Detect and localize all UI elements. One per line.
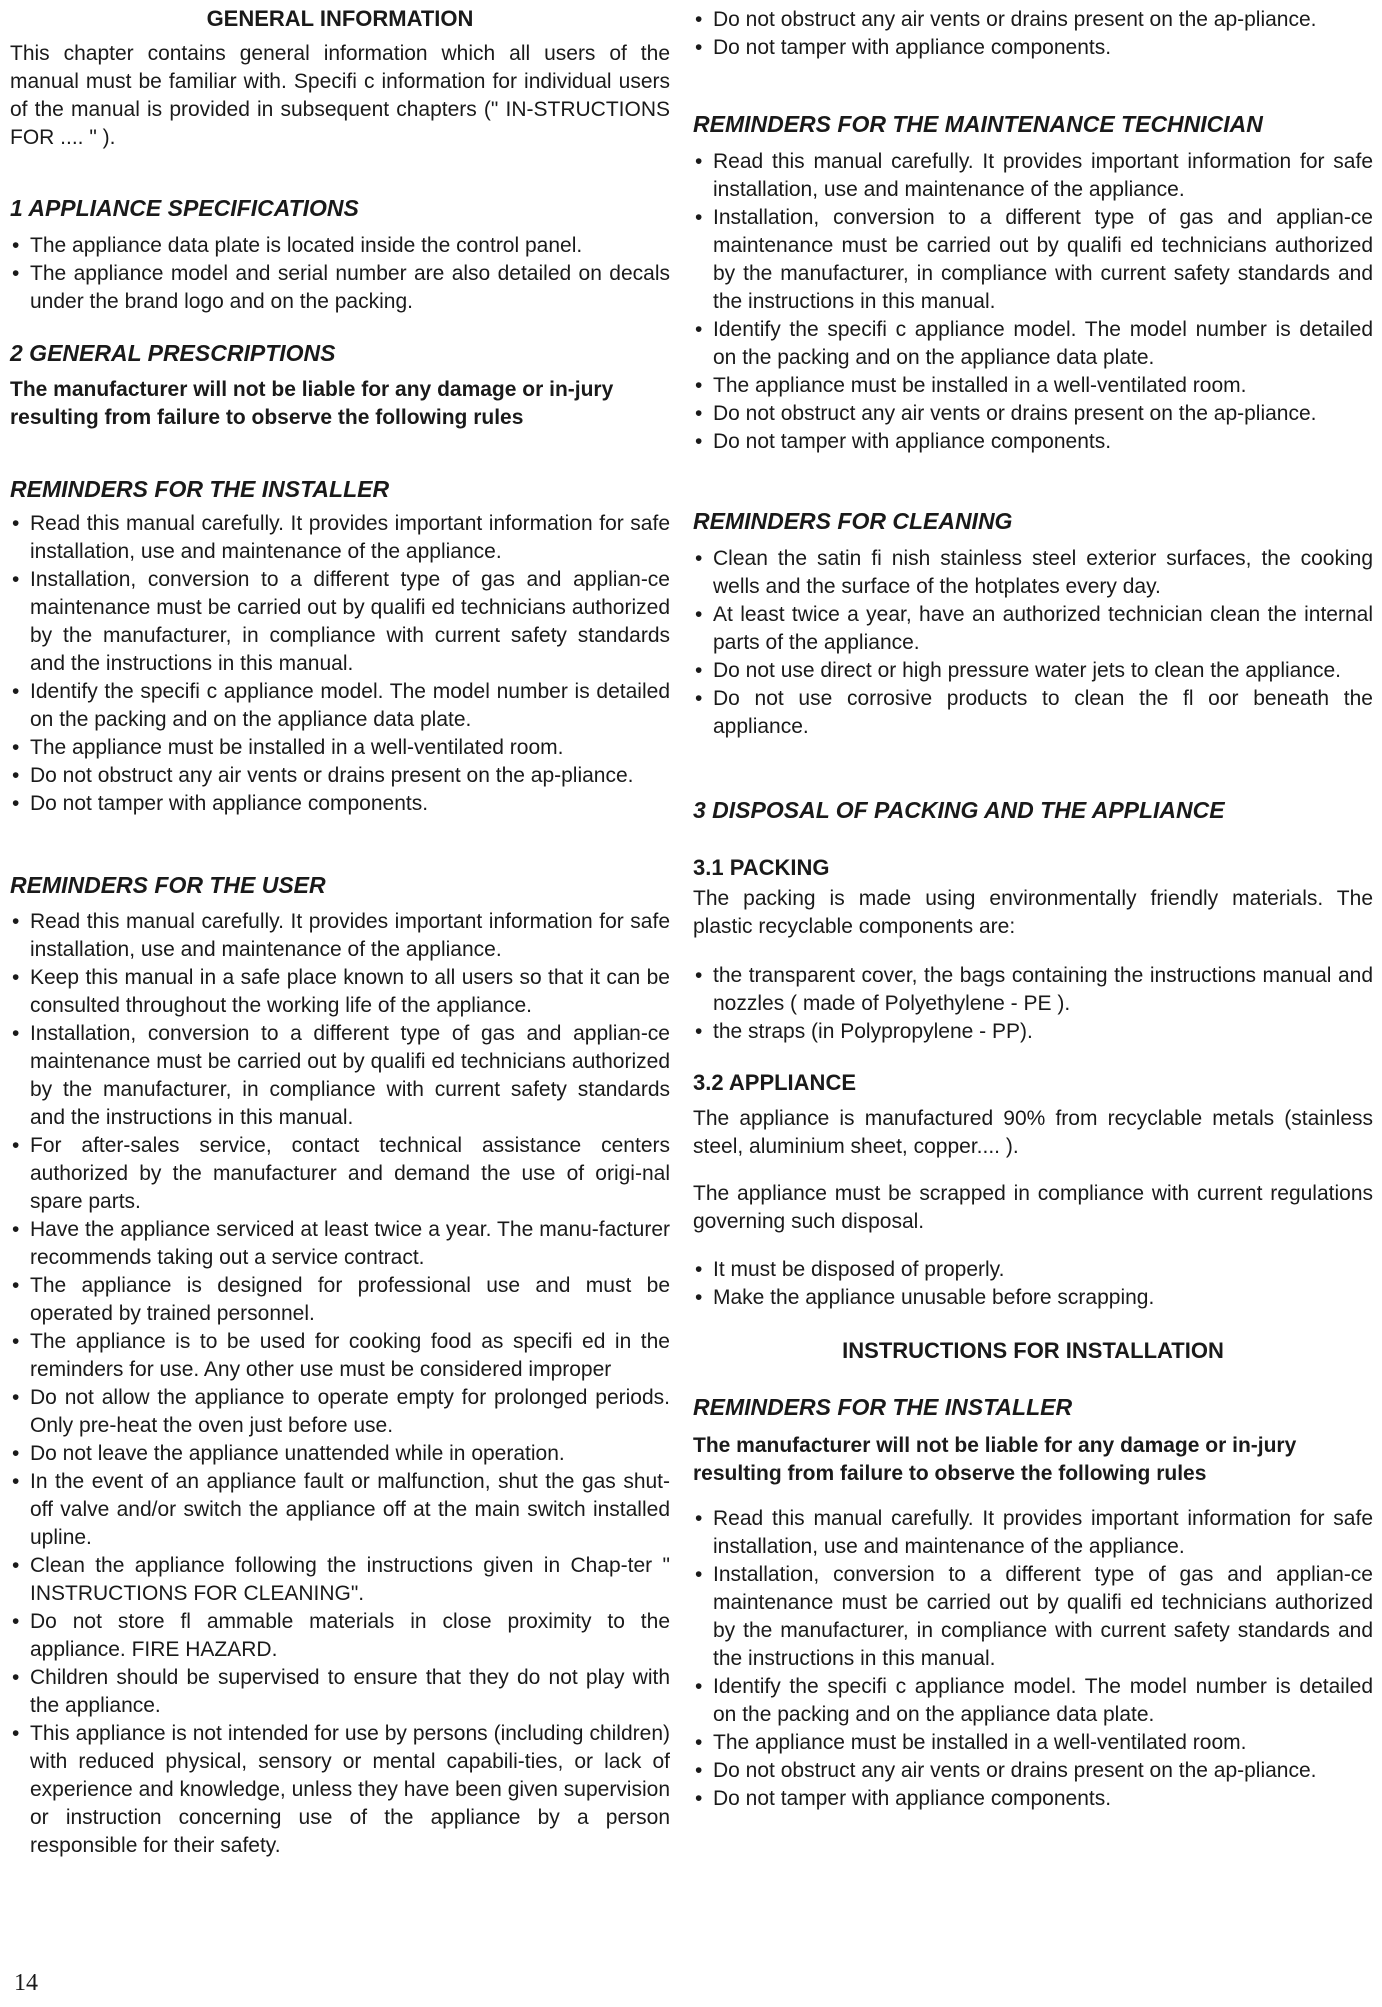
installer-reminders-heading: REMINDERS FOR THE INSTALLER — [10, 476, 390, 502]
bullet-icon: • — [695, 1759, 703, 1782]
installation-reminders-heading: REMINDERS FOR THE INSTALLER — [693, 1394, 1073, 1420]
list-item — [693, 962, 1373, 1018]
packing-text: The packing is made using environmentally friendly materials. The plastic recyclable components are: — [693, 887, 1373, 938]
list-item — [693, 148, 1373, 204]
list-item — [693, 6, 1373, 34]
list-item-text: Read this manual carefully. It provides important information for safe installation, use and maintenance of the appliance. — [30, 512, 670, 563]
list-item — [10, 1272, 670, 1328]
bullet-icon: • — [695, 206, 703, 229]
list-item — [693, 1284, 1373, 1312]
bullet-icon: • — [695, 1286, 703, 1309]
packing-heading: 3.1 PACKING — [693, 855, 830, 880]
list-item — [693, 204, 1373, 316]
bullet-icon: • — [695, 603, 703, 626]
bullet-icon: • — [12, 1666, 20, 1689]
specifications-list — [10, 232, 670, 316]
list-item-text: Installation, conversion to a different type of gas and applian-ce maintenance must be carried out by qualifi ed technicians authorized by the manufacturer, in compliance with current safety standards and the instructions in this manual. — [30, 568, 670, 675]
list-item-text: Keep this manual in a safe place known to all users so that it can be consulted throughout the working life of the appliance. — [30, 966, 670, 1017]
list-item — [693, 601, 1373, 657]
liability-notice: The manufacturer will not be liable for any damage or in-jury resulting from failure to observe the following rules — [10, 378, 614, 429]
bullet-icon: • — [695, 430, 703, 453]
list-item — [10, 566, 670, 678]
list-item — [10, 1440, 670, 1468]
list-item-text: The appliance data plate is located inside the control panel. — [30, 234, 583, 257]
list-item — [10, 1552, 670, 1608]
list-item — [693, 400, 1373, 428]
list-item — [693, 372, 1373, 400]
bullet-icon: • — [12, 910, 20, 933]
list-item-text: The appliance is to be used for cooking food as specifi ed in the reminders for use. Any other use must be considered improper — [30, 1330, 670, 1381]
bullet-icon: • — [12, 1610, 20, 1633]
list-item-text: Identify the specifi c appliance model. The model number is detailed on the packing and on the appliance data plate. — [713, 1675, 1373, 1726]
bullet-icon: • — [12, 512, 20, 535]
list-item — [10, 1664, 670, 1720]
bullet-icon: • — [12, 1442, 20, 1465]
user-reminders-list — [10, 908, 670, 1860]
list-item — [693, 1505, 1373, 1561]
bullet-icon: • — [695, 150, 703, 173]
list-item-text: Make the appliance unusable before scrapping. — [713, 1286, 1155, 1309]
bullet-icon: • — [695, 1675, 703, 1698]
appliance-heading: 3.2 APPLIANCE — [693, 1070, 857, 1095]
list-item-text: Do not tamper with appliance components. — [713, 36, 1112, 59]
list-item — [10, 908, 670, 964]
bullet-icon: • — [695, 1020, 703, 1043]
appliance-list — [693, 1256, 1373, 1312]
list-item — [693, 1018, 1373, 1046]
list-item-text: The appliance is designed for professional use and must be operated by trained personnel. — [30, 1274, 670, 1325]
list-item-text: the straps (in Polypropylene - PP). — [713, 1020, 1033, 1043]
appliance-specifications-heading: 1 APPLIANCE SPECIFICATIONS — [10, 195, 359, 221]
list-item — [10, 1216, 670, 1272]
list-item — [693, 1785, 1373, 1813]
list-item-text: Identify the specifi c appliance model. The model number is detailed on the packing and on the appliance data plate. — [30, 680, 670, 731]
bullet-icon: • — [12, 792, 20, 815]
bullet-icon: • — [12, 262, 20, 285]
bullet-icon: • — [695, 687, 703, 710]
list-item — [693, 1757, 1373, 1785]
list-item-text: At least twice a year, have an authorized technician clean the internal parts of the appliance. — [713, 603, 1373, 654]
list-item — [10, 734, 670, 762]
general-information-heading: GENERAL INFORMATION — [206, 6, 474, 31]
list-item-text: Do not obstruct any air vents or drains present on the ap-pliance. — [713, 402, 1317, 425]
bullet-icon: • — [12, 568, 20, 591]
bullet-icon: • — [12, 234, 20, 257]
bullet-icon: • — [695, 1787, 703, 1810]
list-item — [10, 678, 670, 734]
bullet-icon: • — [695, 36, 703, 59]
list-item-text: Installation, conversion to a different type of gas and applian-ce maintenance must be carried out by qualifi ed technicians authorized by the manufacturer, in compliance with current safety standards and the instructions in this manual. — [30, 1022, 670, 1129]
list-item — [693, 428, 1373, 456]
list-item-text: Have the appliance serviced at least twice a year. The manu-facturer recommends taking out a service contract. — [30, 1218, 670, 1269]
installation-liability-notice: The manufacturer will not be liable for any damage or in-jury resulting from failure to observe the following rules — [693, 1434, 1297, 1485]
list-item — [10, 1132, 670, 1216]
bullet-icon: • — [12, 1386, 20, 1409]
list-item-text: Do not store fl ammable materials in close proximity to the appliance. FIRE HAZARD. — [30, 1610, 670, 1661]
installer-reminders-list — [10, 510, 670, 818]
bullet-icon: • — [12, 1218, 20, 1241]
list-item-text: Do not leave the appliance unattended while in operation. — [30, 1442, 565, 1465]
maintenance-reminders-heading: REMINDERS FOR THE MAINTENANCE TECHNICIAN — [693, 111, 1263, 137]
list-item — [10, 790, 670, 818]
appliance-text-2: The appliance must be scrapped in compliance with current regulations governing such disposal. — [693, 1182, 1373, 1233]
list-item — [693, 657, 1373, 685]
list-item-text: The appliance must be installed in a well-ventilated room. — [713, 1731, 1247, 1754]
disposal-heading: 3 DISPOSAL OF PACKING AND THE APPLIANCE — [693, 797, 1225, 823]
general-prescriptions-heading: 2 GENERAL PRESCRIPTIONS — [10, 340, 336, 366]
page-number: 14 — [14, 1970, 38, 1996]
bullet-icon: • — [12, 1470, 20, 1493]
list-item-text: In the event of an appliance fault or malfunction, shut the gas shut-off valve and/or switch the appliance off at the main switch installed upline. — [30, 1470, 670, 1549]
list-item — [10, 964, 670, 1020]
list-item-text: Identify the specifi c appliance model. The model number is detailed on the packing and on the appliance data plate. — [713, 318, 1373, 369]
list-item-text: Clean the appliance following the instructions given in Chap-ter " INSTRUCTIONS FOR CLEANING". — [30, 1554, 670, 1605]
bullet-icon: • — [695, 1507, 703, 1530]
list-item — [10, 762, 670, 790]
list-item — [693, 1673, 1373, 1729]
list-item — [10, 232, 670, 260]
list-item-text: Installation, conversion to a different type of gas and applian-ce maintenance must be carried out by qualifi ed technicians authorized by the manufacturer, in compliance with current safety standards and the instructions in this manual. — [713, 206, 1373, 313]
list-item — [10, 1328, 670, 1384]
list-item-text: Do not use direct or high pressure water jets to clean the appliance. — [713, 659, 1342, 682]
list-item — [693, 1561, 1373, 1673]
list-item-text: Read this manual carefully. It provides important information for safe installation, use and maintenance of the appliance. — [713, 1507, 1373, 1558]
list-item — [10, 1020, 670, 1132]
list-item — [10, 260, 670, 316]
bullet-icon: • — [12, 1330, 20, 1353]
bullet-icon: • — [12, 736, 20, 759]
general-information-text: This chapter contains general information which all users of the manual must be familiar with. Specifi c information for individual users of the manual is provided in subsequent chapters (" IN-STRUCTIONS FOR .... " ). — [10, 42, 670, 149]
list-item-text: The appliance must be installed in a well-ventilated room. — [713, 374, 1247, 397]
list-item — [693, 1729, 1373, 1757]
bullet-icon: • — [12, 1274, 20, 1297]
bullet-icon: • — [695, 1258, 703, 1281]
list-item-text: the transparent cover, the bags containing the instructions manual and nozzles ( made of Polyethylene - PE ). — [713, 964, 1373, 1015]
bullet-icon: • — [695, 1731, 703, 1754]
list-item-text: The appliance must be installed in a well-ventilated room. — [30, 736, 564, 759]
list-item-text: Read this manual carefully. It provides important information for safe installation, use and maintenance of the appliance. — [30, 910, 670, 961]
bullet-icon: • — [695, 402, 703, 425]
bullet-icon: • — [12, 1722, 20, 1745]
list-item-text: Do not tamper with appliance components. — [713, 430, 1112, 453]
list-item-text: It must be disposed of properly. — [713, 1258, 1005, 1281]
bullet-icon: • — [12, 1022, 20, 1045]
list-item-text: Do not allow the appliance to operate empty for prolonged periods. Only pre-heat the oven just before use. — [30, 1386, 670, 1437]
bullet-icon: • — [695, 659, 703, 682]
list-item — [693, 34, 1373, 62]
bullet-icon: • — [695, 8, 703, 31]
cleaning-reminders-heading: REMINDERS FOR CLEANING — [693, 508, 1013, 534]
bullet-icon: • — [12, 1134, 20, 1157]
list-item-text: Do not use corrosive products to clean the fl oor beneath the appliance. — [713, 687, 1373, 738]
installation-reminders-list — [693, 1505, 1373, 1813]
bullet-icon: • — [695, 1563, 703, 1586]
list-item — [693, 545, 1373, 601]
list-item-text: This appliance is not intended for use by persons (including children) with reduced physical, sensory or mental capabili-ties, or lack of experience and knowledge, unless they have been given supervision or instruction concerning use of the appliance by a person responsible for their safety. — [30, 1722, 670, 1857]
list-item — [693, 685, 1373, 741]
list-item — [10, 1468, 670, 1552]
list-item-text: For after-sales service, contact technical assistance centers authorized by the manufacturer and demand the use of origi-nal spare parts. — [30, 1134, 670, 1213]
bullet-icon: • — [12, 764, 20, 787]
list-item-text: Read this manual carefully. It provides important information for safe installation, use and maintenance of the appliance. — [713, 150, 1373, 201]
appliance-text-1: The appliance is manufactured 90% from recyclable metals (stainless steel, aluminium sheet, copper.... ). — [693, 1107, 1373, 1158]
list-item-text: Do not obstruct any air vents or drains present on the ap-pliance. — [713, 1759, 1317, 1782]
list-item — [10, 1608, 670, 1664]
maintenance-reminders-list — [693, 148, 1373, 456]
list-item — [10, 510, 670, 566]
list-item-text: Do not obstruct any air vents or drains present on the ap-pliance. — [713, 8, 1317, 31]
bullet-icon: • — [695, 374, 703, 397]
list-item — [693, 1256, 1373, 1284]
installation-instructions-heading: INSTRUCTIONS FOR INSTALLATION — [842, 1338, 1224, 1363]
bullet-icon: • — [695, 964, 703, 987]
list-item — [693, 316, 1373, 372]
list-item — [10, 1384, 670, 1440]
list-item-text: Do not tamper with appliance components. — [30, 792, 429, 815]
bullet-icon: • — [695, 547, 703, 570]
list-item-text: Do not tamper with appliance components. — [713, 1787, 1112, 1810]
list-item-text: Installation, conversion to a different type of gas and applian-ce maintenance must be carried out by qualifi ed technicians authorized by the manufacturer, in compliance with current safety standards and the instructions in this manual. — [713, 1563, 1373, 1670]
bullet-icon: • — [12, 680, 20, 703]
list-item-text: Do not obstruct any air vents or drains present on the ap-pliance. — [30, 764, 634, 787]
list-item-text: The appliance model and serial number are also detailed on decals under the brand logo and on the packing. — [30, 262, 670, 313]
list-item-text: Clean the satin fi nish stainless steel exterior surfaces, the cooking wells and the surface of the hotplates every day. — [713, 547, 1373, 598]
continued-list — [693, 6, 1373, 62]
bullet-icon: • — [12, 1554, 20, 1577]
list-item-text: Children should be supervised to ensure that they do not play with the appliance. — [30, 1666, 670, 1717]
bullet-icon: • — [695, 318, 703, 341]
cleaning-reminders-list — [693, 545, 1373, 741]
bullet-icon: • — [12, 966, 20, 989]
list-item — [10, 1720, 670, 1860]
packing-list — [693, 962, 1373, 1046]
user-reminders-heading: REMINDERS FOR THE USER — [10, 872, 326, 898]
